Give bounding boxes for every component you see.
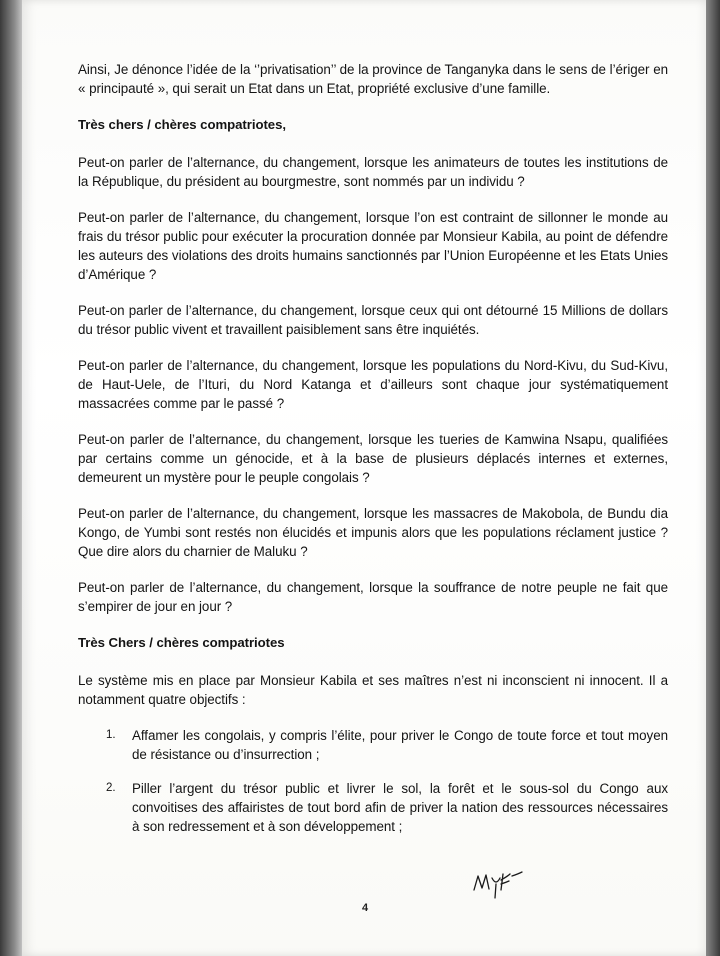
paragraph-institutions: Peut-on parler de l’alternance, du changement, lorsque les animateurs de toutes les institutions de la République, du président au bourgmestre, sont nommés par un individu ?: [78, 155, 668, 189]
list-item: [106, 779, 668, 836]
list-item-number: 1.: [106, 729, 116, 741]
salutation-heading: Très chers / chères compatriotes,: [78, 117, 286, 132]
paragraph-makobola: Peut-on parler de l’alternance, du changement, lorsque les massacres de Makobola, de Bundu dia Kongo, de Yumbi sont restés non élucidés et impunis alors que les populations réclament justice ? Que dire alors du charnier de Maluku ?: [78, 506, 668, 559]
paragraph-privatisation: Ainsi, Je dénonce l’idée de la ‘’privatisation’’ de la province de Tanganyka dans le sens de l’ériger en « principauté », qui serait un Etat dans un Etat, propriété exclusive d’une famille.: [78, 62, 668, 96]
salutation-heading-2: Très Chers / chères compatriotes: [78, 635, 285, 650]
document-page: [22, 0, 706, 956]
initials-signature: [470, 866, 530, 902]
paragraph-systeme: Le système mis en place par Monsieur Kabila et ses maîtres n’est ni inconscient ni innocent. Il a notamment quatre objectifs :: [78, 673, 668, 707]
list-item-number: 2.: [106, 782, 116, 794]
list-item-text: Affamer les congolais, y compris l’élite, pour priver le Congo de toute force et tout moyen de résistance ou d’insurrection ;: [132, 728, 668, 762]
document-body: [78, 60, 668, 851]
paragraph-kamwina-nsapu: Peut-on parler de l’alternance, du changement, lorsque les tueries de Kamwina Nsapu, qualifiées par certains comme un génocide, et à la base de plusieurs déplacés internes et externes, demeurent un mystère pour le peuple congolais ?: [78, 432, 668, 485]
page-number: 4: [362, 902, 369, 914]
paragraph-detournement: Peut-on parler de l’alternance, du changement, lorsque ceux qui ont détourné 15 Millions de dollars du trésor public vivent et travaillent paisiblement sans être inquiétés.: [78, 303, 668, 337]
list-item-text: Piller l’argent du trésor public et livrer le sol, la forêt et le sous-sol du Congo aux convoitises des affairistes de tout bord afin de priver la nation des ressources nécessaires à son redressement et à son développement ;: [132, 781, 668, 834]
list-item: [106, 726, 668, 764]
paragraph-procuration: Peut-on parler de l’alternance, du changement, lorsque l’on est contraint de sillonner le monde au frais du trésor public pour exécuter la procuration donnée par Monsieur Kabila, au point de défendre les auteurs des violations des droits humains sanctionnés par l’Union Européenne et les Etats Unies d’Amérique ?: [78, 210, 668, 282]
paragraph-souffrance: Peut-on parler de l’alternance, du changement, lorsque la souffrance de notre peuple ne fait que s’empirer de jour en jour ?: [78, 580, 668, 614]
paragraph-massacres-est: Peut-on parler de l’alternance, du changement, lorsque les populations du Nord-Kivu, du Sud-Kivu, de Haut-Uele, de l’Ituri, du Nord Katanga et d’ailleurs sont chaque jour systématiquement massacrées comme par le passé ?: [78, 358, 668, 411]
objectives-list: [78, 726, 668, 836]
